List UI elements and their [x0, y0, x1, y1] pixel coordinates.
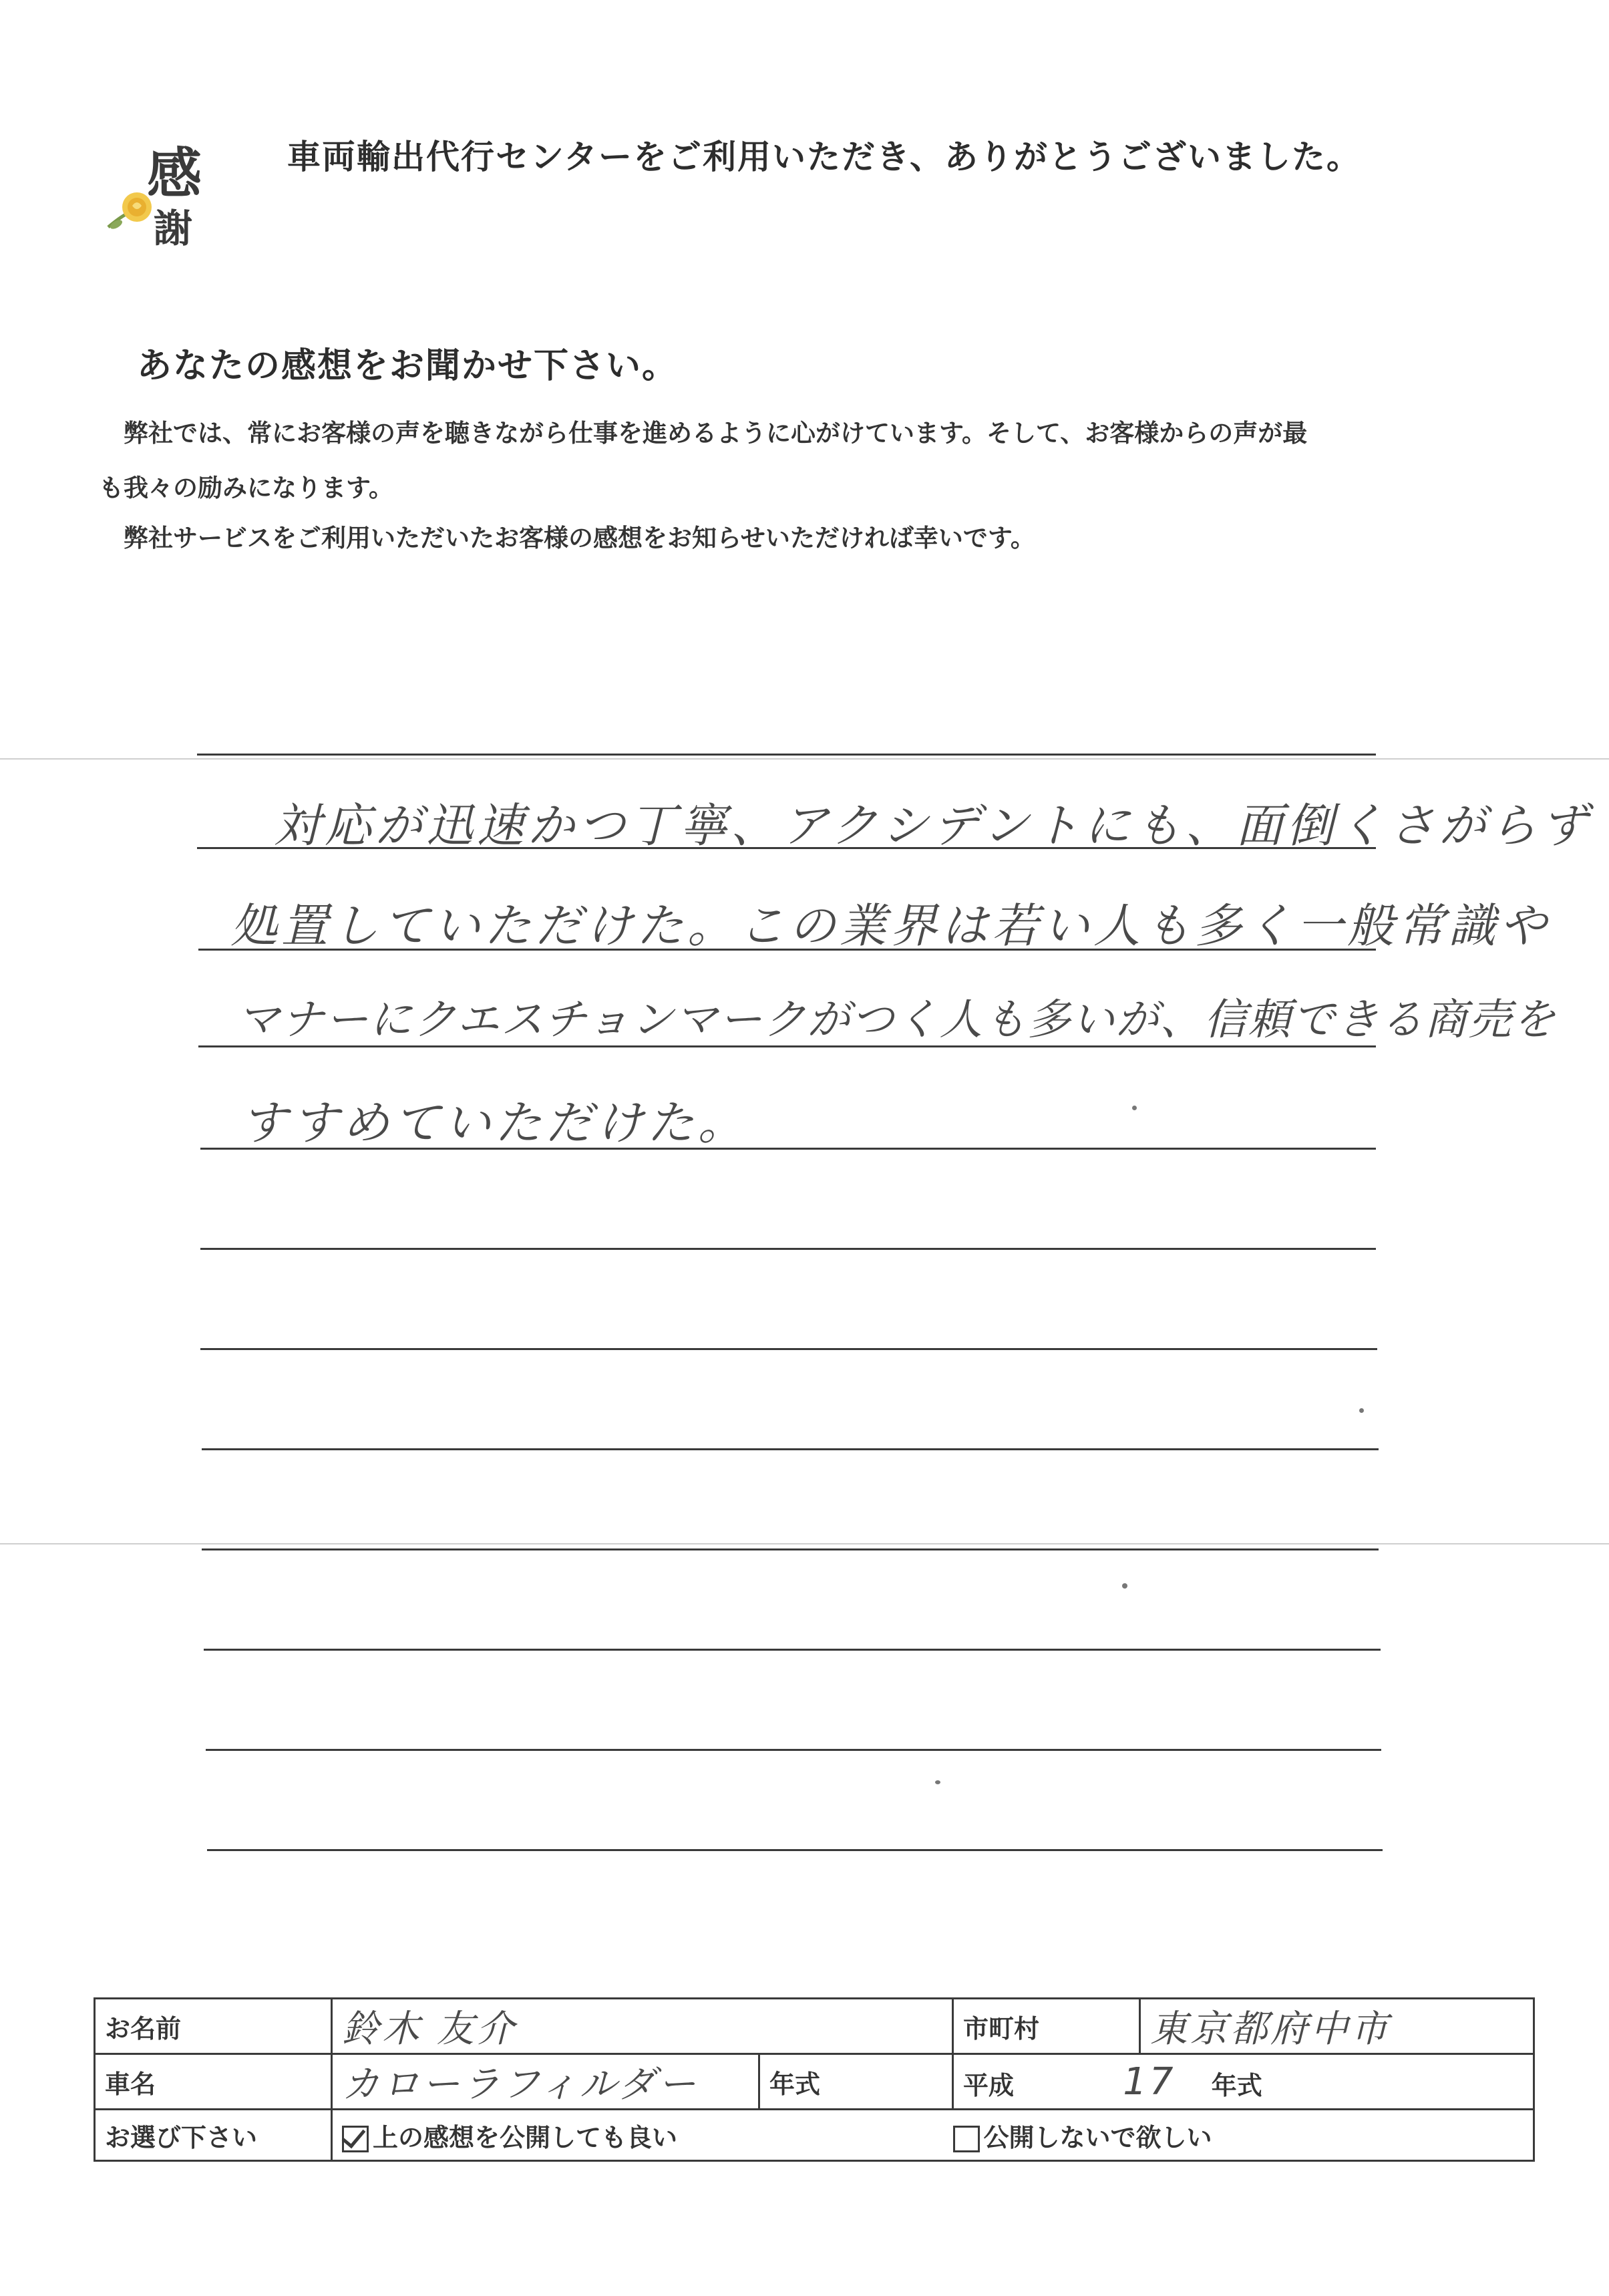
ruled-line	[197, 754, 1376, 756]
scan-speck	[1122, 1583, 1127, 1589]
car-row	[95, 2054, 1534, 2110]
private-checkbox[interactable]	[953, 2126, 980, 2152]
paper-fold-line	[0, 1543, 1609, 1544]
year-suffix: 年式	[1211, 2070, 1262, 2100]
private-option-label: 公開しないで欲しい	[983, 2122, 1212, 2152]
name-value[interactable]: 鈴木 友介	[332, 1999, 953, 2054]
scan-speck	[1359, 1408, 1364, 1413]
page-title: 車両輸出代行センターをご利用いただき、ありがとうございました。	[287, 138, 1361, 176]
scan-speck	[935, 1780, 940, 1784]
scan-speck	[1132, 1106, 1137, 1110]
intro-line-3: 弊社サービスをご利用いただいたお客様の感想をお知らせいただければ幸いです。	[124, 524, 1035, 552]
intro-line-2: も我々の励みになります。	[99, 474, 394, 502]
publish-checkbox[interactable]	[342, 2126, 369, 2152]
ruled-line	[206, 1749, 1381, 1751]
logo-char-kan: 感	[147, 142, 202, 206]
comment-line-3: マナーにクエスチョンマークがつく人も多いが、信頼できる商売を	[237, 995, 1557, 1045]
car-label: 車名	[95, 2054, 332, 2110]
choose-label: お選び下さい	[95, 2110, 332, 2161]
paper-fold-line	[0, 758, 1609, 760]
choice-row	[95, 2110, 1534, 2161]
intro-line-1: 弊社では、常にお客様の声を聴きながら仕事を進めるように心がけています。そして、お客様からの声が最	[124, 419, 1308, 448]
ruled-line	[207, 1849, 1383, 1851]
comment-line-1: 対応が迅速かつ丁寧、アクシデントにも、面倒くさがらず	[274, 798, 1592, 853]
city-label: 市町村	[953, 1999, 1140, 2054]
year-label: 年式	[759, 2054, 953, 2110]
city-value[interactable]: 東京都府中市	[1140, 1999, 1534, 2054]
ruled-line	[200, 1248, 1376, 1250]
year-value[interactable]: 17	[1123, 2060, 1176, 2104]
ruled-line	[202, 1448, 1379, 1450]
name-label: お名前	[95, 1999, 332, 2054]
thanks-logo	[100, 130, 234, 264]
year-cell	[953, 2054, 1534, 2110]
era-label: 平成	[963, 2070, 1015, 2100]
ruled-line	[204, 1649, 1381, 1651]
logo-char-sha: 謝	[154, 206, 193, 251]
comment-line-4: すすめていただけた。	[240, 1096, 749, 1150]
publish-option-label: 上の感想を公開しても良い	[373, 2122, 678, 2152]
private-option[interactable]	[953, 2110, 1534, 2161]
comment-line-2: 処置していただけた。この業界は若い人も多く一般常識や	[230, 898, 1550, 953]
section-heading: あなたの感想をお聞かせ下さい。	[137, 346, 679, 386]
customer-info-table	[94, 1997, 1535, 2162]
publish-option[interactable]	[332, 2110, 953, 2161]
car-value[interactable]: カローラフィルダー	[332, 2054, 759, 2110]
name-row	[95, 1999, 1534, 2054]
ruled-line	[200, 1348, 1377, 1350]
ruled-line	[202, 1548, 1379, 1550]
